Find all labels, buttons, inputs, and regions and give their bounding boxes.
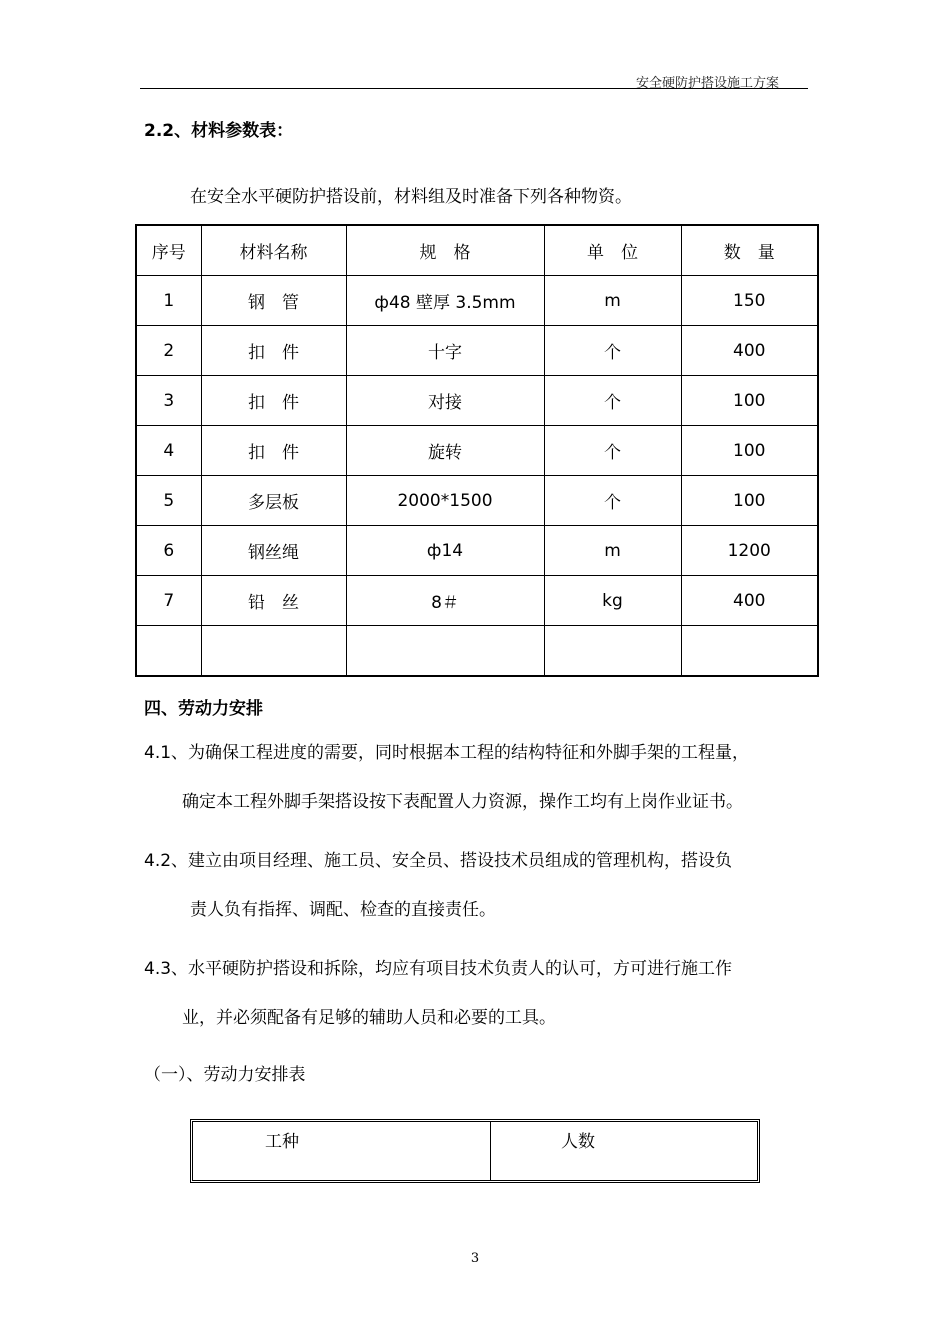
- cell-index: 1: [136, 276, 201, 326]
- cell-spec: ф48 壁厚 3.5mm: [346, 276, 544, 326]
- cell-unit: kg: [544, 576, 681, 626]
- section-title-2-2: 2.2、材料参数表：: [144, 121, 294, 141]
- cell-quantity: 1200: [681, 526, 818, 576]
- paragraph-4-1-line-2: 确定本工程外脚手架搭设按下表配置人力资源，操作工均有上岗作业证书。: [182, 792, 743, 812]
- paragraph-4-3-line-1: 4.3、水平硬防护搭设和拆除，均应有项目技术负责人的认可，方可进行施工作: [144, 959, 733, 979]
- cell-index: 5: [136, 476, 201, 526]
- cell-index: 4: [136, 426, 201, 476]
- table-row: [136, 276, 818, 326]
- cell-unit: [544, 626, 681, 677]
- paragraph-4-2-line-1: 4.2、建立由项目经理、施工员、安全员、搭设技术员组成的管理机构，搭设负: [144, 851, 733, 871]
- table-row: [136, 526, 818, 576]
- cell-name: 钢 管: [201, 276, 346, 326]
- cell-name: 钢丝绳: [201, 526, 346, 576]
- paragraph-4-2-line-2: 责人负有指挥、调配、检查的直接责任。: [190, 900, 496, 920]
- cell-spec: 8＃: [346, 576, 544, 626]
- materials-table-header-row: [136, 225, 818, 276]
- table-row: [136, 476, 818, 526]
- cell-unit: 个: [544, 426, 681, 476]
- cell-quantity: 100: [681, 476, 818, 526]
- materials-table: [135, 224, 819, 677]
- page-number: 3: [470, 1251, 480, 1266]
- cell-spec: [346, 626, 544, 677]
- cell-quantity: 150: [681, 276, 818, 326]
- header-cell-unit: 单 位: [544, 225, 681, 276]
- header-cell-quantity: 数 量: [681, 225, 818, 276]
- cell-name: 扣 件: [201, 376, 346, 426]
- cell-index: [136, 626, 201, 677]
- cell-spec: ф14: [346, 526, 544, 576]
- cell-quantity: [681, 626, 818, 677]
- labor-col-headcount: 人数: [561, 1132, 595, 1152]
- cell-index: 6: [136, 526, 201, 576]
- cell-spec: 十字: [346, 326, 544, 376]
- section-intro: 在安全水平硬防护搭设前，材料组及时准备下列各种物资。: [190, 187, 632, 207]
- cell-index: 7: [136, 576, 201, 626]
- cell-unit: 个: [544, 476, 681, 526]
- cell-quantity: 100: [681, 376, 818, 426]
- cell-spec: 对接: [346, 376, 544, 426]
- labor-table-divider: [490, 1122, 491, 1180]
- labor-table-title: （一）、劳动力安排表: [144, 1065, 306, 1085]
- cell-spec: 旋转: [346, 426, 544, 476]
- cell-quantity: 400: [681, 326, 818, 376]
- cell-quantity: 100: [681, 426, 818, 476]
- cell-name: 扣 件: [201, 426, 346, 476]
- header-cell-name: 材料名称: [201, 225, 346, 276]
- labor-col-trade: 工种: [265, 1132, 299, 1152]
- paragraph-4-1-line-1: 4.1、为确保工程进度的需要，同时根据本工程的结构特征和外脚手架的工程量，: [144, 743, 750, 763]
- table-row: [136, 576, 818, 626]
- table-row: [136, 426, 818, 476]
- cell-unit: 个: [544, 326, 681, 376]
- cell-name: 铅 丝: [201, 576, 346, 626]
- cell-name: [201, 626, 346, 677]
- cell-index: 3: [136, 376, 201, 426]
- cell-unit: m: [544, 526, 681, 576]
- header-cell-spec: 规 格: [346, 225, 544, 276]
- labor-table: [190, 1119, 760, 1183]
- paragraph-4-3-line-2: 业，并必须配备有足够的辅助人员和必要的工具。: [182, 1008, 556, 1028]
- cell-spec: 2000*1500: [346, 476, 544, 526]
- header-rule: [140, 88, 808, 89]
- cell-index: 2: [136, 326, 201, 376]
- cell-unit: m: [544, 276, 681, 326]
- cell-quantity: 400: [681, 576, 818, 626]
- cell-unit: 个: [544, 376, 681, 426]
- table-row: [136, 376, 818, 426]
- cell-name: 扣 件: [201, 326, 346, 376]
- cell-name: 多层板: [201, 476, 346, 526]
- header-cell-index: 序号: [136, 225, 201, 276]
- running-header: 安全硬防护搭设施工方案: [636, 76, 780, 91]
- table-row: [136, 626, 818, 677]
- table-row: [136, 326, 818, 376]
- section-title-4: 四、劳动力安排: [144, 699, 263, 719]
